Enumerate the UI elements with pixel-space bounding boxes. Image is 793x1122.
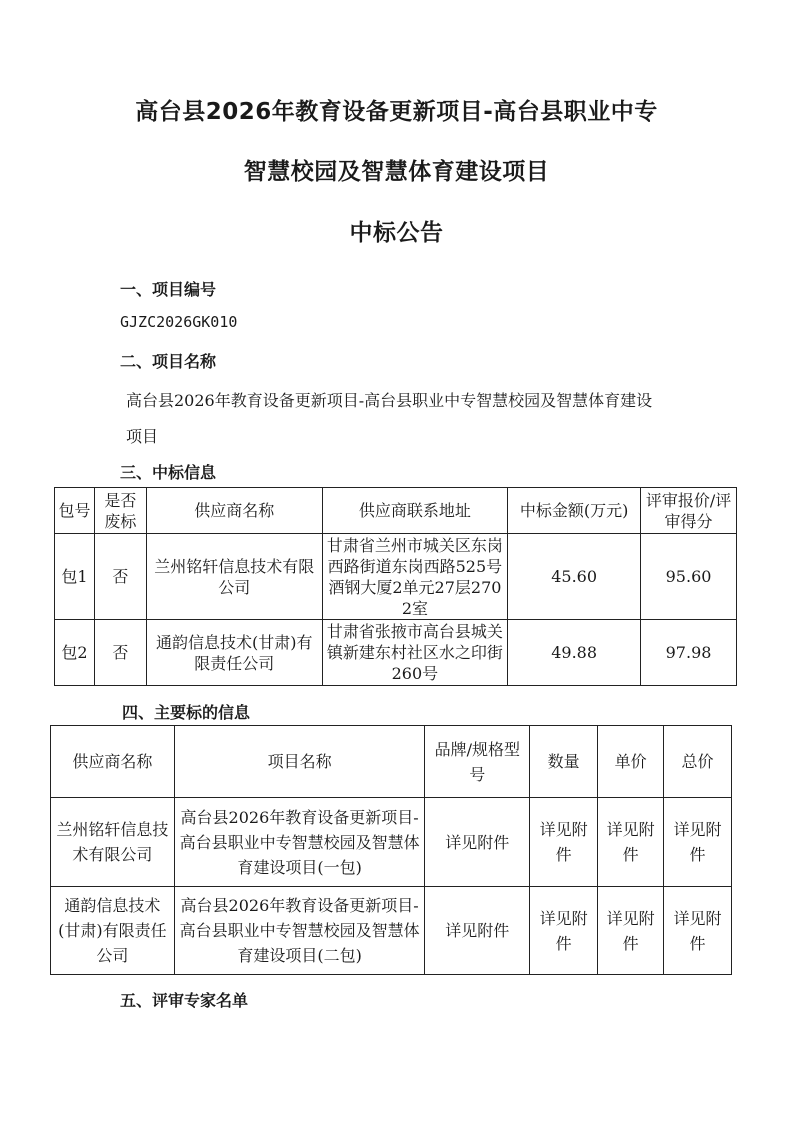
header-project: 项目名称 xyxy=(174,726,425,798)
section2-heading: 二、项目名称 xyxy=(120,352,217,371)
header-amount: 中标金额(万元) xyxy=(508,488,641,534)
cell-abandoned: 否 xyxy=(94,534,146,620)
section3-heading: 三、中标信息 xyxy=(120,463,217,482)
cell-supplier: 通韵信息技术(甘肃)有限责任公司 xyxy=(51,887,175,975)
cell-amount: 45.60 xyxy=(508,534,641,620)
cell-package: 包1 xyxy=(55,534,95,620)
cell-address: 甘肃省兰州市城关区东岗西路街道东岗西路525号酒钢大厦2单元27层2702室 xyxy=(322,534,508,620)
cell-unit-price: 详见附件 xyxy=(598,798,664,887)
cell-unit-price: 详见附件 xyxy=(598,887,664,975)
cell-amount: 49.88 xyxy=(508,620,641,686)
title-line-1: 高台县2026年教育设备更新项目-高台县职业中专 xyxy=(135,99,658,125)
cell-score: 97.98 xyxy=(641,620,737,686)
header-quantity: 数量 xyxy=(530,726,598,798)
title-line-2: 智慧校园及智慧体育建设项目 xyxy=(243,159,550,185)
header-brand: 品牌/规格型号 xyxy=(425,726,530,798)
cell-abandoned: 否 xyxy=(94,620,146,686)
award-table-header xyxy=(55,488,737,534)
cell-brand: 详见附件 xyxy=(425,887,530,975)
cell-total-price: 详见附件 xyxy=(664,798,732,887)
project-name-line1: 高台县2026年教育设备更新项目-高台县职业中专智慧校园及智慧体育建设 xyxy=(126,391,653,410)
title-line-3: 中标公告 xyxy=(349,220,444,246)
cell-quantity: 详见附件 xyxy=(530,887,598,975)
section4-heading: 四、主要标的信息 xyxy=(122,703,251,722)
items-table-header xyxy=(51,726,732,798)
table-row xyxy=(51,887,732,975)
cell-supplier: 兰州铭轩信息技术有限公司 xyxy=(146,534,322,620)
cell-score: 95.60 xyxy=(641,534,737,620)
cell-quantity: 详见附件 xyxy=(530,798,598,887)
header-unit-price: 单价 xyxy=(598,726,664,798)
table-row xyxy=(55,620,737,686)
items-table xyxy=(50,725,732,975)
header-package: 包号 xyxy=(55,488,95,534)
header-score: 评审报价/评审得分 xyxy=(641,488,737,534)
section1-heading: 一、项目编号 xyxy=(120,280,217,299)
header-abandoned: 是否废标 xyxy=(94,488,146,534)
cell-supplier: 兰州铭轩信息技术有限公司 xyxy=(51,798,175,887)
cell-supplier: 通韵信息技术(甘肃)有限责任公司 xyxy=(146,620,322,686)
cell-address: 甘肃省张掖市高台县城关镇新建东村社区水之印街260号 xyxy=(322,620,508,686)
cell-total-price: 详见附件 xyxy=(664,887,732,975)
cell-package: 包2 xyxy=(55,620,95,686)
cell-brand: 详见附件 xyxy=(425,798,530,887)
table-row xyxy=(51,798,732,887)
award-table xyxy=(54,487,737,686)
project-number: GJZC2026GK010 xyxy=(120,313,238,331)
header-address: 供应商联系地址 xyxy=(322,488,508,534)
project-name-line2: 项目 xyxy=(126,427,159,446)
header-supplier: 供应商名称 xyxy=(146,488,322,534)
header-total-price: 总价 xyxy=(664,726,732,798)
cell-project: 高台县2026年教育设备更新项目-高台县职业中专智慧校园及智慧体育建设项目(一包) xyxy=(174,798,425,887)
header-supplier: 供应商名称 xyxy=(51,726,175,798)
section5-heading: 五、评审专家名单 xyxy=(120,991,249,1010)
table-row xyxy=(55,534,737,620)
cell-project: 高台县2026年教育设备更新项目-高台县职业中专智慧校园及智慧体育建设项目(二包) xyxy=(174,887,425,975)
